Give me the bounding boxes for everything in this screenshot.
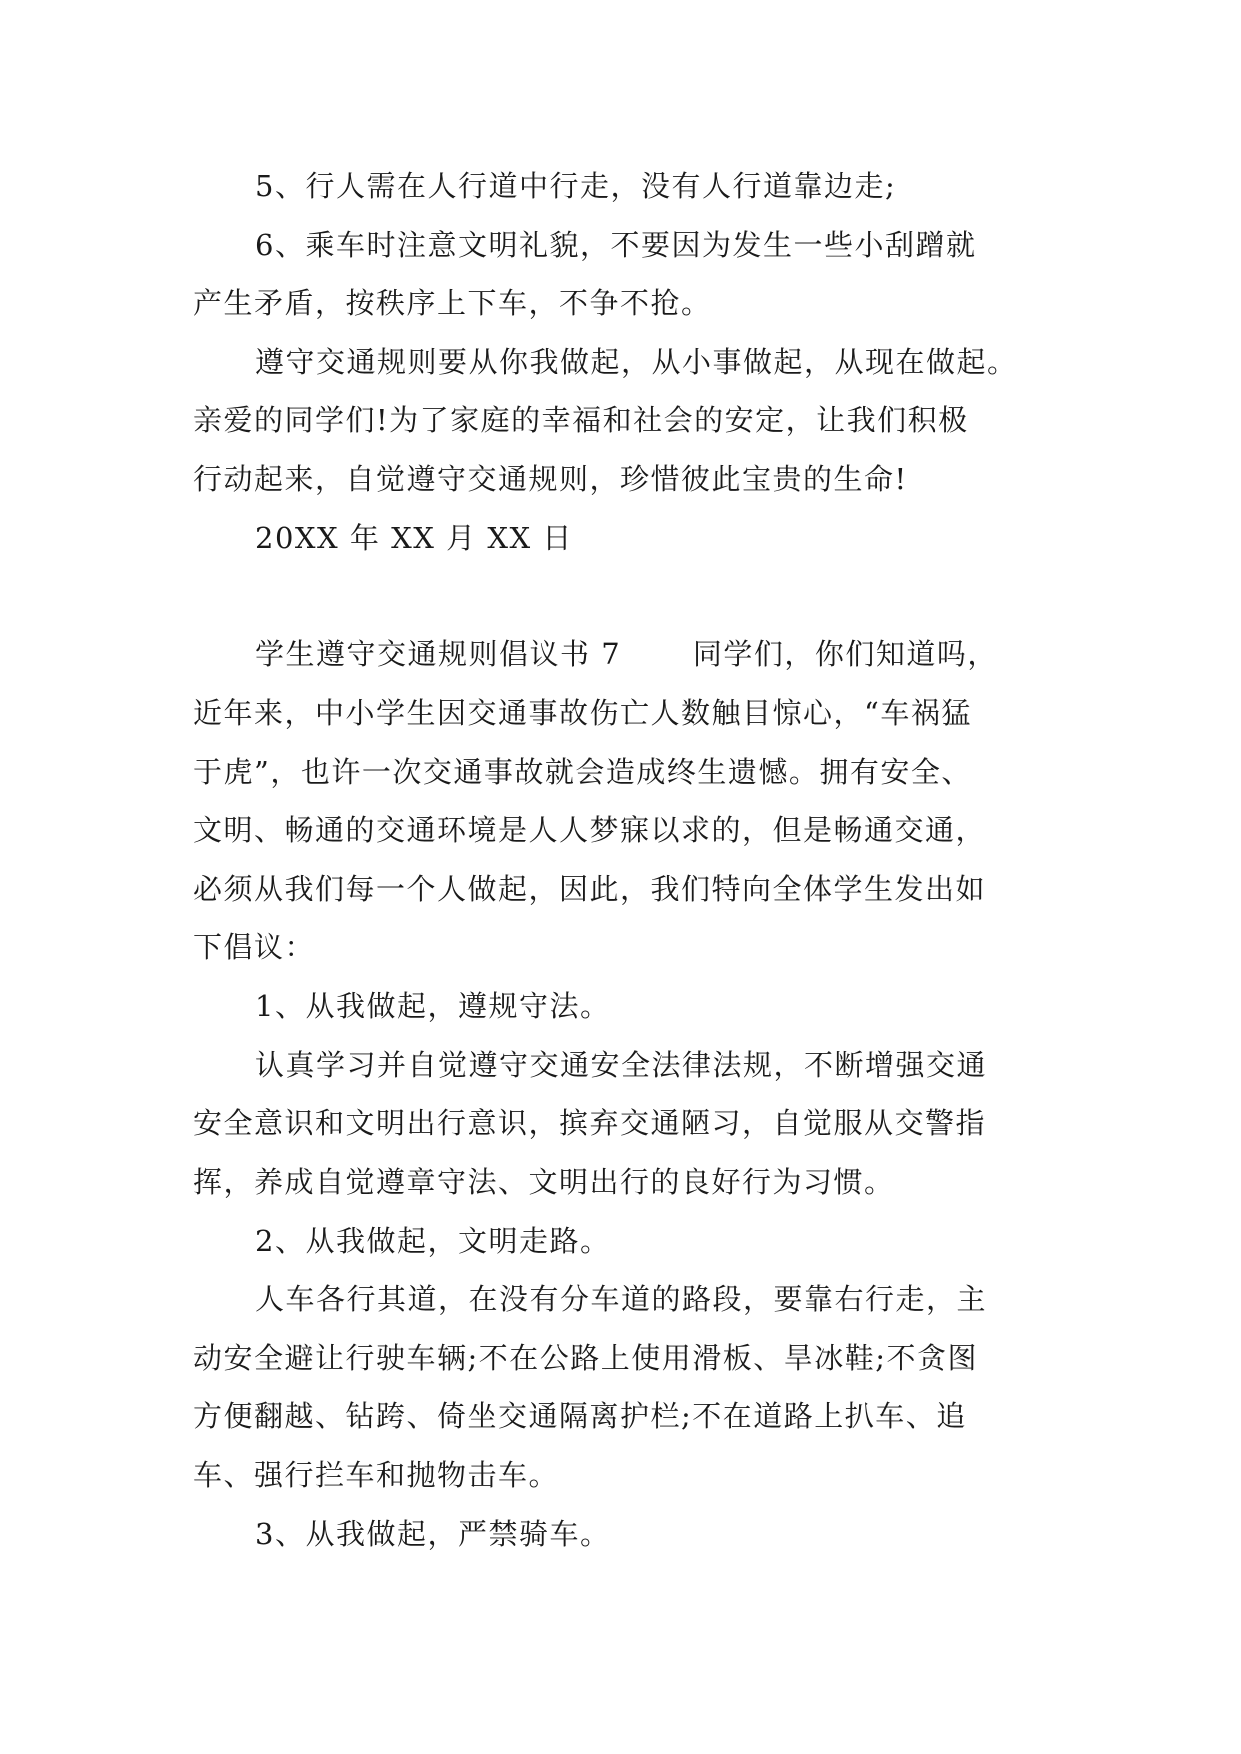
text-line: 产生矛盾，按秩序上下车，不争不抢。 — [193, 286, 712, 320]
text-line: 亲爱的同学们!为了家庭的幸福和社会的安定，让我们积极 — [193, 403, 969, 437]
text-line: 5、行人需在人行道中行走，没有人行道靠边走; — [255, 169, 897, 203]
text-line: 车、强行拦车和抛物击车。 — [193, 1458, 560, 1492]
text-line: 6、乘车时注意文明礼貌，不要因为发生一些小刮蹭就 — [255, 228, 977, 262]
text-line: 认真学习并自觉遵守交通安全法律法规，不断增强交通 — [255, 1048, 988, 1082]
text-line: 人车各行其道，在没有分车道的路段，要靠右行走，主 — [255, 1282, 988, 1316]
text-line: 动安全避让行驶车辆;不在公路上使用滑板、旱冰鞋;不贪图 — [193, 1341, 979, 1375]
list-heading-3: 3、从我做起，严禁骑车。 — [255, 1517, 611, 1551]
text-line: 遵守交通规则要从你我做起，从小事做起，从现在做起。 — [255, 345, 1018, 379]
text-line: 挥，养成自觉遵章守法、文明出行的良好行为习惯。 — [193, 1165, 895, 1199]
date-line: 20XX 年 XX 月 XX 日 — [255, 521, 573, 555]
list-heading-2: 2、从我做起，文明走路。 — [255, 1224, 611, 1258]
text-line: 必须从我们每一个人做起，因此，我们特向全体学生发出如 — [193, 872, 987, 906]
text-line: 近年来，中小学生因交通事故伤亡人数触目惊心，“车祸猛 — [193, 696, 972, 730]
text-line: 于虎”，也许一次交通事故就会造成终生遗憾。拥有安全、 — [193, 755, 972, 789]
text-line: 文明、畅通的交通环境是人人梦寐以求的，但是畅通交通， — [193, 813, 987, 847]
text-line: 安全意识和文明出行意识，摈弃交通陋习，自觉服从交警指 — [193, 1106, 987, 1140]
text-line: 方便翻越、钻跨、倚坐交通隔离护栏;不在道路上扒车、追 — [193, 1399, 967, 1433]
list-heading-1: 1、从我做起，遵规守法。 — [255, 989, 611, 1023]
text-line: 行动起来，自觉遵守交通规则，珍惜彼此宝贵的生命! — [193, 462, 908, 496]
text-line: 下倡议： — [193, 930, 316, 964]
section-title-line: 学生遵守交通规则倡议书 7 同学们，你们知道吗， — [255, 637, 998, 671]
